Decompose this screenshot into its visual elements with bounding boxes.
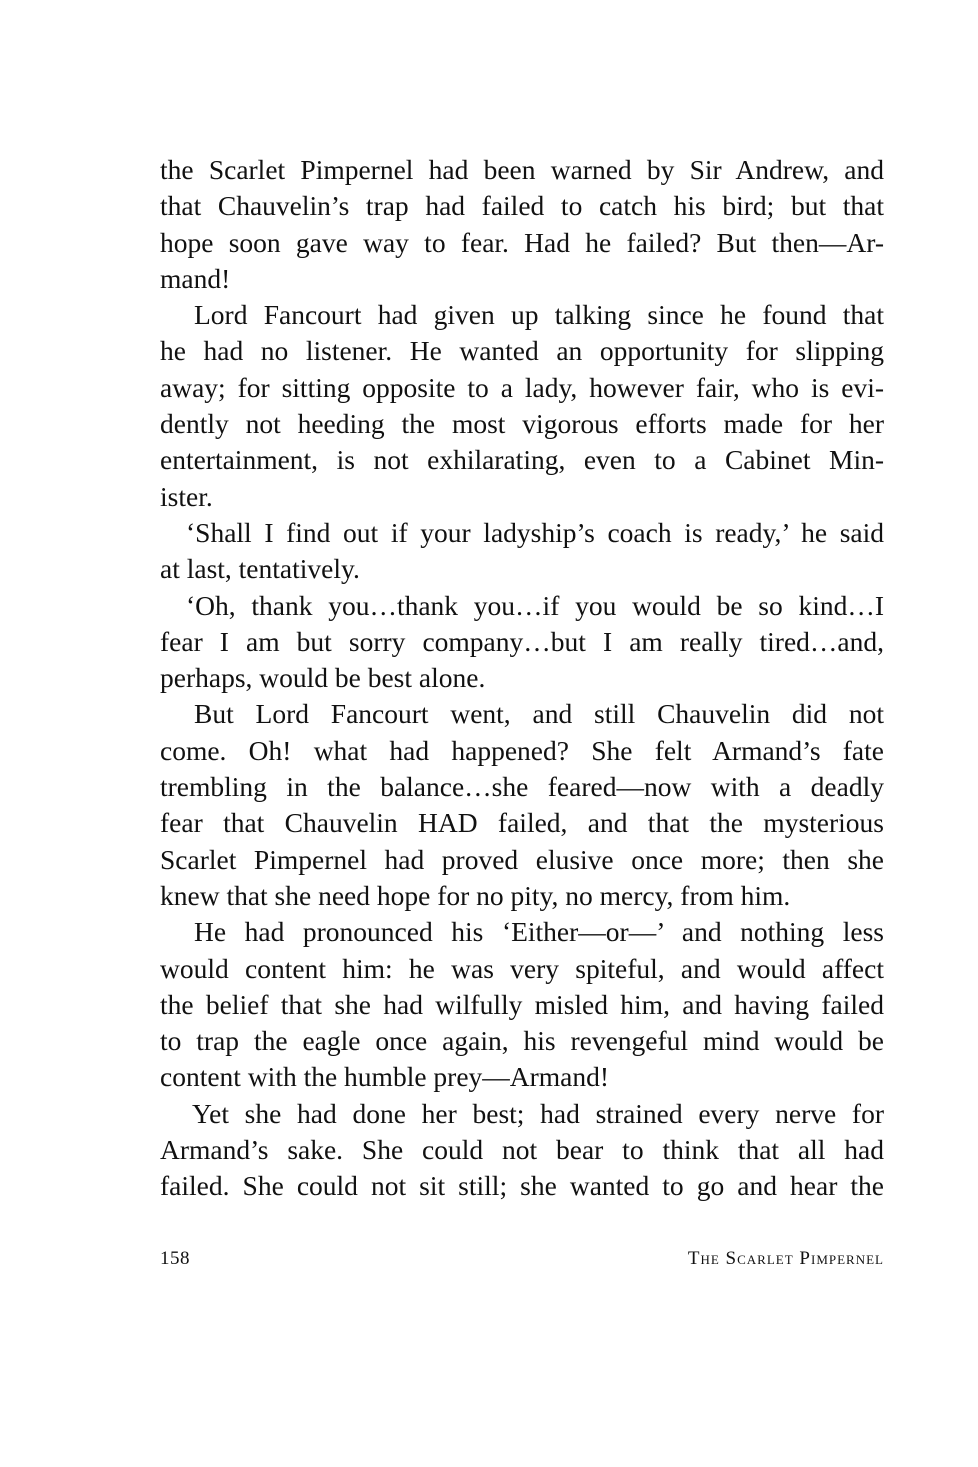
text-line: ‘Shall I find out if your ladyship’s coach is ready,’ he said [186,516,884,548]
text-line: would content him: he was very spiteful, and would affect [160,952,884,984]
page-number: 158 [160,1248,190,1269]
text-line: ‘Oh, thank you…thank you…if you would be so kind…I [186,589,884,621]
text-line: mand! [160,262,231,294]
text-line: dently not heeding the most vigorous efforts made for her [160,408,884,440]
text-line: But Lord Fancourt went, and still Chauvelin did not [194,698,884,730]
text-line: Scarlet Pimpernel had proved elusive once more; then she [160,843,884,875]
text-line: fear that Chauvelin HAD failed, and that the mysterious [160,807,884,839]
text-line: hope soon gave way to fear. Had he failed? But then—Ar- [160,226,884,258]
text-line: trembling in the balance…she feared—now with a deadly [160,771,884,803]
text-line: the belief that she had wilfully misled him, and having failed [160,988,884,1020]
text-line: at last, tentatively. [160,553,360,585]
text-line: entertainment, is not exhilarating, even to a Cabinet Min- [160,444,884,476]
text-line: away; for sitting opposite to a lady, however fair, who is evi- [160,371,884,403]
text-line: ister. [160,480,213,512]
text-line: failed. She could not sit still; she wanted to go and hear the [160,1170,884,1202]
text-line: the Scarlet Pimpernel had been warned by Sir Andrew, and [160,154,884,185]
text-line: Yet she had done her best; had strained every nerve for [192,1097,884,1129]
body-text [160,152,884,1205]
text-line: he had no listener. He wanted an opportunity for slipping [160,335,884,367]
text-line: that Chauvelin’s trap had failed to catch his bird; but that [160,190,884,222]
text-line: to trap the eagle once again, his revengeful mind would be [160,1025,884,1057]
text-line: come. Oh! what had happened? She felt Armand’s fate [160,734,884,766]
text-line: perhaps, would be best alone. [160,662,486,694]
text-line: Armand’s sake. She could not bear to think that all had [160,1134,884,1166]
text-line: content with the humble prey—Armand! [160,1061,610,1093]
text-line: He had pronounced his ‘Either—or—’ and nothing less [194,916,884,948]
text-line: fear I am but sorry company…but I am really tired…and, [160,625,884,657]
text-line: Lord Fancourt had given up talking since he found that [194,299,884,331]
text-line: knew that she need hope for no pity, no mercy, from him. [160,879,791,911]
running-title: The Scarlet Pimpernel [687,1248,884,1269]
